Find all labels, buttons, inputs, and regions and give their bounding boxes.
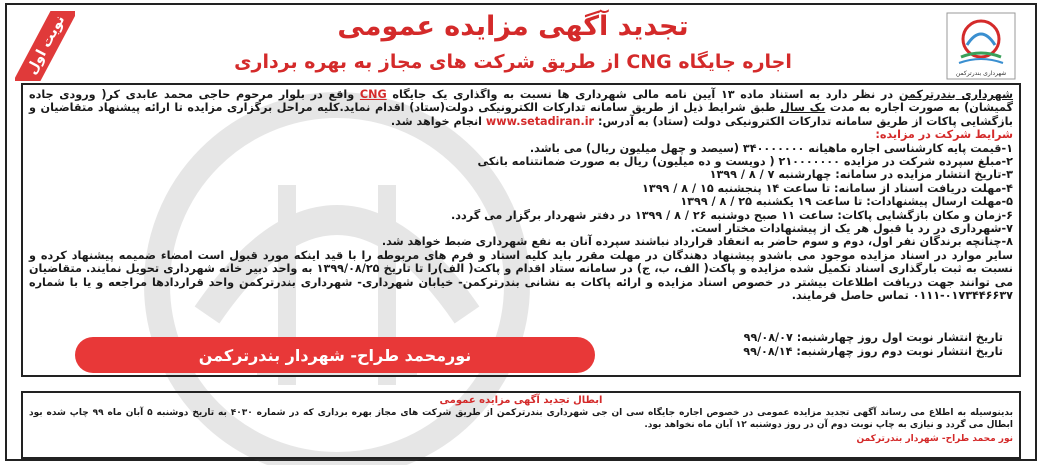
other-terms: سایر موارد در اسناد مزایده موجود می باشدو پیشنهاد دهندگان در مهلت مقرر باید کلیه اسناد و فرم های مربوطه را با قید اینکه مورد قبول است امضاء ضمیمه پیشنهاد کرده و نسبت به ثبت بارگذاری اسناد تکمیل شده مزایده و پاکت( الف، ب، ج) در سامانه ستاد اقدام و پاکت( الف)را تا تاریخ ۱۳۹۹/۰۸/۲۵ به واحد دبیر خانه شهرداری تحویل نمایند. متقاضیان می توانند جهت دریافت اطلاعات بیشتر در خصوص اسناد مزایده و ارائه پاکات به نشانی بندرترکمن- خیابان شهرداری- شهرداری بندرترکمن واحد قراردادها مراجعه و یا با شماره ۰۱۷۳۴۴۶۶۳۷-۰۱۱۱ تماس حاصل فرمایند. bbox=[29, 248, 1014, 303]
logo-caption: شهرداری بندرترکمن bbox=[955, 70, 1007, 77]
cancellation-notice bbox=[21, 391, 1021, 459]
setad-url: www.setadiran.ir bbox=[485, 114, 595, 128]
ribbon-label: نوبت اول bbox=[15, 11, 75, 81]
ad-frame bbox=[5, 3, 1037, 461]
condition-item: ۷-شهرداری در رد یا قبول هر یک از پیشنهادات مختار است. bbox=[690, 222, 1013, 236]
intro-part1: در نظر دارد به استناد ماده ۱۳ آیین نامه مالی شهرداری ها نسبت به واگذاری یک جایگاه bbox=[386, 88, 899, 101]
city-seal-icon bbox=[945, 11, 1017, 81]
condition-item: ۱-قیمت پایه کارشناسی اجاره ماهیانه ۳۴۰۰۰۰۰۰۰ (سیصد و چهل میلیون ریال) می باشد. bbox=[529, 141, 1013, 155]
mayor-signature: نورمحمد طراح- شهردار بندرترکمن bbox=[75, 337, 595, 373]
intro-part3: طبق شرایط ذیل از طریق سامانه تدارکات الکترونیکی دولت(ستاد) اقدام نماید.کلیه مراحل برگزاری مزایده تا ارائه پیشنهاد متقاضیان و بازگشایی پاکات از طریق سامانه تدارکات الکترونیکی دولت (ستاد) به آدرس: bbox=[29, 101, 1013, 128]
intro-paragraph bbox=[29, 88, 1013, 128]
ad-subtitle: اجاره جایگاه CNG از طریق شرکت های مجاز به بهره برداری bbox=[234, 51, 792, 73]
conditions-title: شرایط شرکت در مزایده: bbox=[875, 128, 1013, 142]
publish-date-first: تاریخ انتشار نوبت اول روز چهارشنبه: ۹۹/۰۸/۰۷ bbox=[743, 331, 1003, 344]
first-publication-ribbon bbox=[15, 11, 75, 81]
ad-body bbox=[29, 88, 1013, 303]
condition-item: ۳-تاریخ انتشار مزایده در سامانه: چهارشنبه ۷ / ۸ / ۱۳۹۹ bbox=[709, 168, 1013, 182]
cancellation-signature: نور محمد طراح- شهردار بندرترکمن bbox=[856, 434, 1013, 444]
condition-item: ۵-مهلت ارسال پیشنهادات: تا ساعت ۱۹ یکشنبه ۲۵ / ۸ / ۱۳۹۹ bbox=[680, 195, 1013, 209]
publish-date-second: تاریخ انتشار نوبت دوم روز چهارشنبه: ۹۹/۰۸/۱۴ bbox=[743, 344, 1003, 358]
ad-title: تجدید آگهی مزایده عمومی bbox=[337, 11, 689, 42]
ad-main-box bbox=[21, 83, 1021, 377]
intro-org: شهرداری بندرترکمن bbox=[898, 88, 1014, 101]
condition-item: ۲-مبلغ سپرده شرکت در مزایده ۲۱۰۰۰۰۰۰۰ ( دویست و ده میلیون) ریال به صورت ضمانتنامه بانکی bbox=[477, 155, 1013, 169]
intro-cng: CNG bbox=[359, 88, 387, 101]
intro-part2: واقع در بلوار مرحوم حاجی محمد عابدی کر( ورودی جاده گمیشان) به صورت اجاره به مدت bbox=[29, 88, 1013, 115]
condition-item: ۸-چنانچه برندگان نفر اول، دوم و سوم حاضر به انعقاد قرارداد نباشند سپرده آنان به نفع شهرداری ضبط خواهد شد. bbox=[381, 235, 1013, 249]
condition-item: ۴-مهلت دریافت اسناد از سامانه: تا ساعت ۱۴ پنجشنبه ۱۵ / ۸ / ۱۳۹۹ bbox=[642, 181, 1013, 195]
condition-item: ۶-زمان و مکان بازگشایی پاکات: ساعت ۱۱ صبح دوشنبه ۲۶ / ۸ / ۱۳۹۹ در دفتر شهردار برگزار می گردد. bbox=[451, 208, 1013, 222]
cancellation-body: بدینوسیله به اطلاع می رساند آگهی تجدید مزایده عمومی در خصوص اجاره جایگاه سی ان جی شهرداری بندرترکمن از طریق شرکت های مجاز بهره برداری که در شماره ۴۰۳۰ به تاریخ دوشنبه ۵ آبان ماه ۹۹ چاپ شده بود ابطال می گردد و نیازی به چاپ نوبت دوم آن در روز دوشنبه ۱۲ آبان ماه نخواهد بود. bbox=[29, 408, 1014, 430]
cancellation-title: ابطال تجدید آگهی مزایده عمومی bbox=[439, 395, 603, 406]
intro-part4: انجام خواهد شد. bbox=[390, 114, 486, 128]
publish-dates bbox=[743, 331, 1003, 358]
intro-one-year: یک سال bbox=[780, 101, 826, 115]
